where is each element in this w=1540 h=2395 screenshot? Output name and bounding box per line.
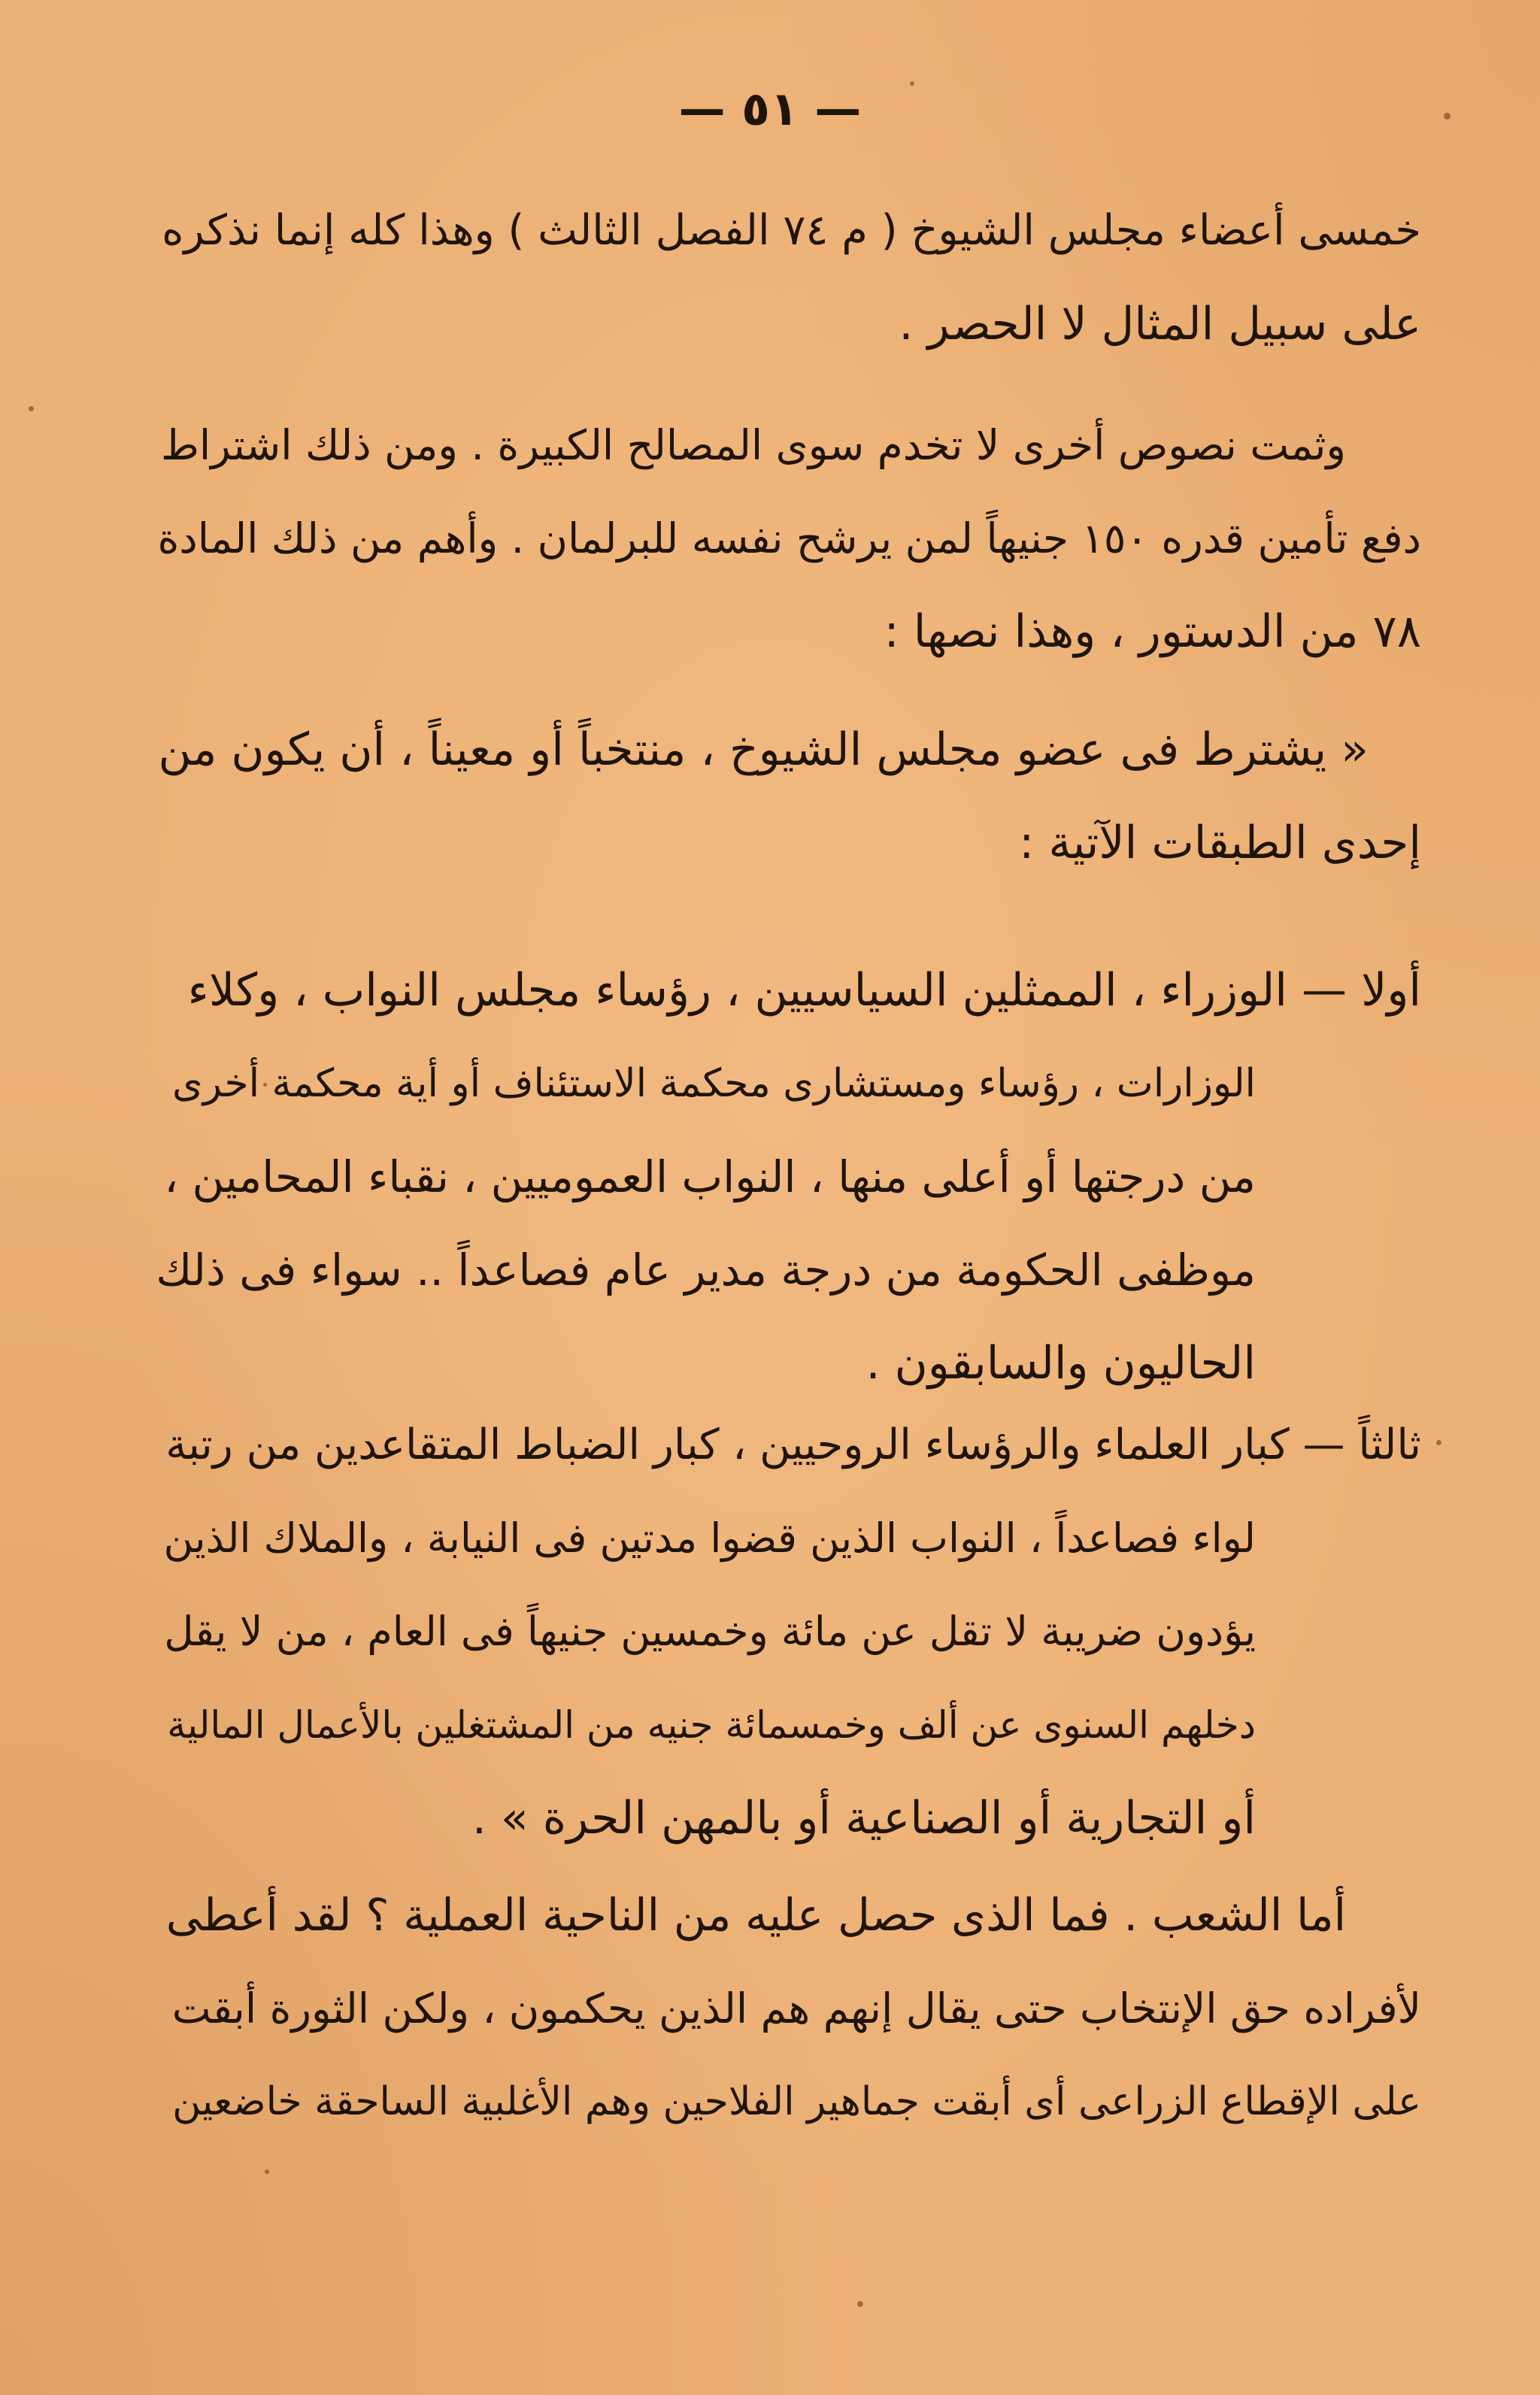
paper-speck [1436,1440,1441,1445]
text-line: أولا — الوزراء ، الممثلين السياسيين ، رؤساء مجلس النواب ، وكلاء [187,964,1421,1017]
paper-speck [265,2169,269,2174]
paragraph-3-quote [154,703,1421,890]
text-line: الحاليون والسابقون . [865,1337,1256,1390]
text-line: لواء فصاعداً ، النواب الذين قضوا مدتين فى النيابة ، والملاك الذين [163,1514,1256,1562]
paragraph-5-list-item-third [154,1399,1421,1865]
text-line: ٧٨ من الدستور ، وهذا نصها : [884,605,1421,658]
text-line: على سبيل المثال لا الحصر . [899,298,1421,350]
text-line: من درجتها أو أعلى منها ، النواب العموميين ، نقباء المحامين ، [164,1151,1256,1202]
text-line: على الإقطاع الزراعى أى أبقت جماهير الفلاحين وهم الأغلبية الساحقة خاضعين [172,2079,1421,2124]
text-line: ثالثاً — كبار العلماء والرؤساء الروحيين ، كبار الضباط المتقاعدين من رتبة [165,1420,1421,1469]
page-number: — ٥١ — [678,81,862,136]
text-line: أو التجارية أو الصناعية أو بالمهن الحرة » . [471,1792,1256,1845]
text-line: وثمت نصوص أخرى لا تخدم سوى المصالح الكبيرة . ومن ذلك اشتراط [161,421,1346,469]
text-line: لأفراده حق الإنتخاب حتى يقال إنهم هم الذين يحكمون ، ولكن الثورة أبقت [171,1984,1421,2033]
text-line: « يشترط فى عضو مجلس الشيوخ ، منتخباً أو معيناً ، أن يكون من [158,723,1369,776]
paragraph-1 [154,184,1421,371]
text-line: أما الشعب . فما الذى حصل عليه من الناحية العملية ؟ لقد أعطى [165,1889,1346,1941]
paragraph-4-list-item-first [154,944,1421,1410]
paper-speck [857,2301,863,2307]
text-line: دفع تأمين قدره ١٥٠ جنيهاً لمن يرشح نفسه للبرلمان . وأهم من ذلك المادة [157,514,1421,562]
text-line: موظفى الحكومة من درجة مدير عام فصاعداً .. سواء فى ذلك [156,1244,1256,1296]
text-line: دخلهم السنوى عن ألف وخمسمائة جنيه من المشتغلين بالأعمال المالية [167,1703,1256,1747]
text-line: يؤدون ضريبة لا تقل عن مائة وخمسين جنيهاً فى العام ، من لا يقل [164,1608,1256,1655]
text-line: خمسى أعضاء مجلس الشيوخ ( م ٧٤ الفصل الثالث ) وهذا كله إنما نذكره [162,206,1421,255]
paragraph-6 [154,1869,1421,2148]
paragraph-2 [154,399,1421,678]
paper-speck [29,406,34,411]
text-line: إحدى الطبقات الآتية : [1019,817,1421,869]
text-line: الوزارات ، رؤساء ومستشارى محكمة الاستئناف أو أية محكمة أخرى [172,1061,1256,1106]
